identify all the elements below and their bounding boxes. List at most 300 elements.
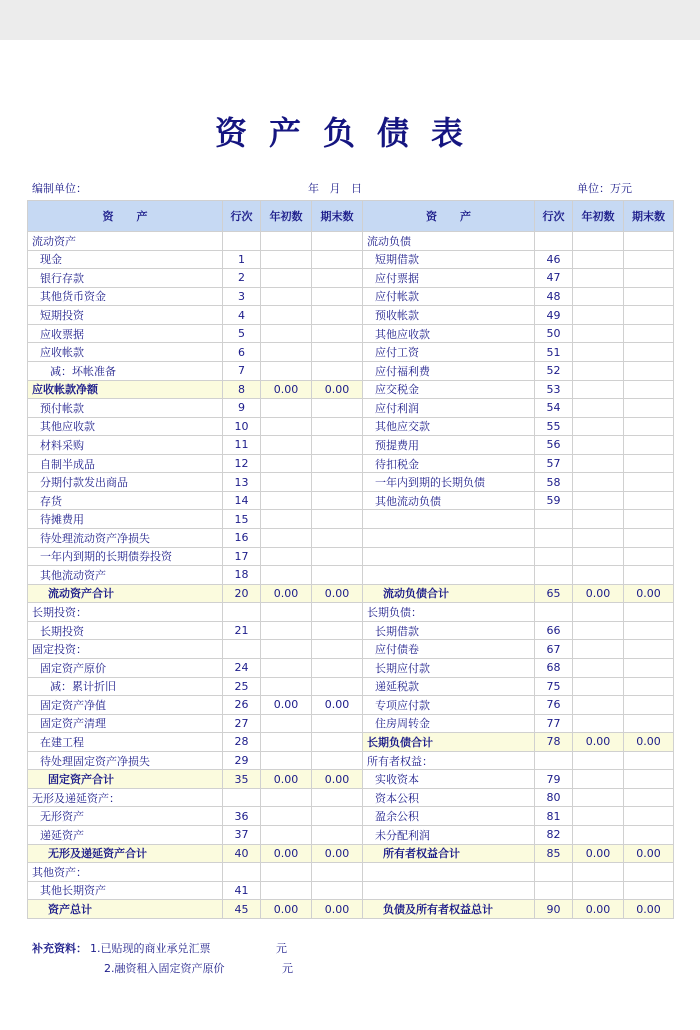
asset-begin-value	[261, 436, 312, 455]
asset-end-value	[312, 733, 363, 752]
table-row	[28, 826, 674, 845]
liability-begin-value	[573, 770, 624, 789]
asset-end-value: 0.00	[312, 844, 363, 863]
header-liabilities: 资 产	[363, 201, 535, 232]
liability-row-no	[535, 566, 573, 585]
header-row-no: 行次	[223, 201, 261, 232]
liability-begin-value	[573, 343, 624, 362]
asset-row-no	[223, 788, 261, 807]
liability-begin-value	[573, 417, 624, 436]
asset-end-value	[312, 547, 363, 566]
liability-begin-value	[573, 491, 624, 510]
liability-name: 长期负债：	[363, 603, 535, 622]
liability-begin-value	[573, 807, 624, 826]
asset-name: 应收帐款净额	[28, 380, 223, 399]
asset-row-no: 2	[223, 269, 261, 288]
liability-name: 其他应交款	[363, 417, 535, 436]
liability-end-value	[624, 696, 674, 715]
asset-begin-value: 0.00	[261, 900, 312, 919]
header-end: 期末数	[624, 201, 674, 232]
asset-name: 分期付款发出商品	[28, 473, 223, 492]
asset-end-value	[312, 306, 363, 325]
table-row	[28, 566, 674, 585]
asset-begin-value: 0.00	[261, 696, 312, 715]
asset-end-value	[312, 566, 363, 585]
table-row	[28, 306, 674, 325]
asset-begin-value	[261, 603, 312, 622]
liability-row-no: 82	[535, 826, 573, 845]
table-row	[28, 863, 674, 882]
asset-name: 待处理流动资产净损失	[28, 529, 223, 548]
liability-end-value	[624, 287, 674, 306]
asset-end-value	[312, 751, 363, 770]
liability-name: 应付票据	[363, 269, 535, 288]
asset-name: 固定资产原价	[28, 658, 223, 677]
liability-name: 未分配利润	[363, 826, 535, 845]
asset-begin-value	[261, 529, 312, 548]
asset-name: 固定资产合计	[28, 770, 223, 789]
header-row-no: 行次	[535, 201, 573, 232]
asset-row-no: 14	[223, 491, 261, 510]
asset-begin-value	[261, 491, 312, 510]
liability-begin-value	[573, 696, 624, 715]
table-row	[28, 250, 674, 269]
asset-end-value	[312, 491, 363, 510]
asset-row-no: 27	[223, 714, 261, 733]
liability-end-value: 0.00	[624, 900, 674, 919]
asset-begin-value	[261, 250, 312, 269]
asset-name: 银行存款	[28, 269, 223, 288]
liability-begin-value: 0.00	[573, 733, 624, 752]
asset-row-no: 21	[223, 621, 261, 640]
liability-row-no: 57	[535, 454, 573, 473]
table-row	[28, 473, 674, 492]
liability-row-no: 47	[535, 269, 573, 288]
supplement-unit-1: 元	[276, 942, 287, 955]
table-row	[28, 529, 674, 548]
table-row	[28, 751, 674, 770]
asset-end-value: 0.00	[312, 900, 363, 919]
header-end: 期末数	[312, 201, 363, 232]
liability-end-value	[624, 454, 674, 473]
liability-begin-value	[573, 269, 624, 288]
asset-begin-value	[261, 454, 312, 473]
liability-name: 长期借款	[363, 621, 535, 640]
asset-name: 长期投资：	[28, 603, 223, 622]
asset-begin-value	[261, 733, 312, 752]
asset-begin-value	[261, 306, 312, 325]
asset-begin-value	[261, 788, 312, 807]
liability-begin-value	[573, 399, 624, 418]
liability-row-no: 56	[535, 436, 573, 455]
asset-name: 应收票据	[28, 324, 223, 343]
asset-end-value	[312, 640, 363, 659]
liability-begin-value	[573, 603, 624, 622]
asset-end-value	[312, 621, 363, 640]
asset-begin-value	[261, 287, 312, 306]
asset-row-no: 11	[223, 436, 261, 455]
table-row	[28, 269, 674, 288]
liability-name: 实收资本	[363, 770, 535, 789]
asset-begin-value	[261, 677, 312, 696]
liability-name: 盈余公积	[363, 807, 535, 826]
liability-row-no: 67	[535, 640, 573, 659]
asset-name: 预付帐款	[28, 399, 223, 418]
asset-row-no: 3	[223, 287, 261, 306]
asset-begin-value	[261, 863, 312, 882]
liability-begin-value	[573, 863, 624, 882]
liability-name: 专项应付款	[363, 696, 535, 715]
liability-row-no: 68	[535, 658, 573, 677]
liability-end-value	[624, 677, 674, 696]
liability-name: 所有者权益合计	[363, 844, 535, 863]
asset-row-no: 7	[223, 361, 261, 380]
liability-row-no: 59	[535, 491, 573, 510]
asset-begin-value: 0.00	[261, 844, 312, 863]
table-row	[28, 324, 674, 343]
liability-row-no: 65	[535, 584, 573, 603]
balance-sheet-table	[27, 200, 674, 919]
asset-end-value: 0.00	[312, 584, 363, 603]
liability-end-value	[624, 399, 674, 418]
liability-begin-value	[573, 788, 624, 807]
asset-end-value	[312, 529, 363, 548]
asset-end-value	[312, 826, 363, 845]
liability-end-value	[624, 232, 674, 251]
liability-begin-value	[573, 658, 624, 677]
liability-name	[363, 547, 535, 566]
liability-row-no	[535, 751, 573, 770]
asset-name: 固定投资：	[28, 640, 223, 659]
liability-name: 预收帐款	[363, 306, 535, 325]
liability-begin-value	[573, 324, 624, 343]
asset-row-no: 10	[223, 417, 261, 436]
asset-begin-value	[261, 881, 312, 900]
asset-end-value	[312, 324, 363, 343]
asset-row-no: 15	[223, 510, 261, 529]
liability-begin-value	[573, 881, 624, 900]
liability-begin-value	[573, 250, 624, 269]
liability-end-value	[624, 250, 674, 269]
table-row	[28, 232, 674, 251]
table-row	[28, 844, 674, 863]
liability-name: 流动负债合计	[363, 584, 535, 603]
asset-end-value: 0.00	[312, 380, 363, 399]
asset-begin-value	[261, 473, 312, 492]
liability-row-no: 77	[535, 714, 573, 733]
asset-name: 其他流动资产	[28, 566, 223, 585]
liability-begin-value	[573, 826, 624, 845]
liability-name: 流动负债	[363, 232, 535, 251]
asset-name: 其他应收款	[28, 417, 223, 436]
asset-name: 在建工程	[28, 733, 223, 752]
liability-begin-value	[573, 287, 624, 306]
supplement-unit-2: 元	[282, 962, 293, 975]
liability-name: 预提费用	[363, 436, 535, 455]
liability-name: 其他流动负债	[363, 491, 535, 510]
asset-name: 减：坏帐准备	[28, 361, 223, 380]
liability-row-no	[535, 547, 573, 566]
table-row	[28, 807, 674, 826]
asset-row-no: 8	[223, 380, 261, 399]
asset-name: 固定资产清理	[28, 714, 223, 733]
asset-row-no: 17	[223, 547, 261, 566]
asset-begin-value	[261, 547, 312, 566]
asset-begin-value	[261, 621, 312, 640]
asset-begin-value	[261, 324, 312, 343]
liability-row-no: 80	[535, 788, 573, 807]
liability-end-value	[624, 603, 674, 622]
liability-end-value	[624, 417, 674, 436]
asset-row-no: 29	[223, 751, 261, 770]
supplement-line-1: 1.已贴现的商业承兑汇票	[90, 942, 211, 955]
asset-end-value	[312, 399, 363, 418]
liability-end-value	[624, 566, 674, 585]
table-row	[28, 491, 674, 510]
supplement-line-2: 2.融资租入固定资产原价	[104, 962, 225, 975]
asset-end-value: 0.00	[312, 696, 363, 715]
asset-name: 流动资产合计	[28, 584, 223, 603]
compiling-unit-label: 编制单位：	[32, 182, 87, 195]
liability-row-no: 48	[535, 287, 573, 306]
liability-end-value: 0.00	[624, 733, 674, 752]
asset-name: 一年内到期的长期债券投资	[28, 547, 223, 566]
liability-row-no: 46	[535, 250, 573, 269]
liability-name	[363, 566, 535, 585]
table-row	[28, 881, 674, 900]
asset-begin-value	[261, 232, 312, 251]
asset-name: 现金	[28, 250, 223, 269]
header-begin: 年初数	[573, 201, 624, 232]
liability-row-no: 51	[535, 343, 573, 362]
liability-end-value	[624, 473, 674, 492]
asset-row-no: 1	[223, 250, 261, 269]
asset-row-no	[223, 603, 261, 622]
table-row	[28, 510, 674, 529]
liability-end-value	[624, 881, 674, 900]
page-title: 资产负债表	[214, 114, 485, 152]
asset-name: 长期投资	[28, 621, 223, 640]
liability-row-no	[535, 232, 573, 251]
liability-begin-value	[573, 714, 624, 733]
asset-row-no: 28	[223, 733, 261, 752]
table-row	[28, 436, 674, 455]
liability-end-value	[624, 343, 674, 362]
liability-name: 资本公积	[363, 788, 535, 807]
liability-row-no: 49	[535, 306, 573, 325]
asset-row-no: 20	[223, 584, 261, 603]
liability-row-no: 58	[535, 473, 573, 492]
asset-end-value	[312, 436, 363, 455]
liability-begin-value	[573, 473, 624, 492]
liability-begin-value	[573, 621, 624, 640]
asset-row-no: 5	[223, 324, 261, 343]
liability-name: 短期借款	[363, 250, 535, 269]
asset-begin-value	[261, 269, 312, 288]
liability-row-no	[535, 863, 573, 882]
liability-end-value: 0.00	[624, 584, 674, 603]
liability-end-value	[624, 658, 674, 677]
asset-name: 其他货币资金	[28, 287, 223, 306]
liability-name: 应付工资	[363, 343, 535, 362]
asset-end-value	[312, 658, 363, 677]
asset-row-no: 35	[223, 770, 261, 789]
asset-row-no: 37	[223, 826, 261, 845]
asset-row-no: 40	[223, 844, 261, 863]
asset-end-value	[312, 807, 363, 826]
asset-name: 流动资产	[28, 232, 223, 251]
liability-begin-value	[573, 751, 624, 770]
liability-begin-value: 0.00	[573, 900, 624, 919]
asset-name: 其他资产：	[28, 863, 223, 882]
currency-unit-label: 单位：万元	[577, 182, 632, 195]
asset-begin-value	[261, 751, 312, 770]
asset-begin-value	[261, 566, 312, 585]
asset-begin-value	[261, 807, 312, 826]
liability-row-no	[535, 603, 573, 622]
table-row	[28, 287, 674, 306]
asset-end-value	[312, 287, 363, 306]
asset-begin-value: 0.00	[261, 770, 312, 789]
asset-name: 无形资产	[28, 807, 223, 826]
liability-name	[363, 881, 535, 900]
liability-begin-value	[573, 436, 624, 455]
asset-end-value	[312, 473, 363, 492]
liability-name: 长期负债合计	[363, 733, 535, 752]
liability-begin-value: 0.00	[573, 584, 624, 603]
asset-name: 减：累计折旧	[28, 677, 223, 696]
liability-end-value	[624, 621, 674, 640]
asset-end-value	[312, 863, 363, 882]
asset-row-no: 41	[223, 881, 261, 900]
liability-row-no: 66	[535, 621, 573, 640]
liability-row-no	[535, 529, 573, 548]
table-row	[28, 770, 674, 789]
liability-name: 应付债卷	[363, 640, 535, 659]
asset-name: 材料采购	[28, 436, 223, 455]
liability-name: 长期应付款	[363, 658, 535, 677]
asset-end-value	[312, 343, 363, 362]
liability-end-value	[624, 547, 674, 566]
table-row	[28, 603, 674, 622]
liability-name: 待扣税金	[363, 454, 535, 473]
liability-row-no: 85	[535, 844, 573, 863]
header-begin: 年初数	[261, 201, 312, 232]
liability-begin-value	[573, 677, 624, 696]
liability-row-no: 90	[535, 900, 573, 919]
liability-end-value	[624, 826, 674, 845]
liability-end-value	[624, 269, 674, 288]
asset-begin-value: 0.00	[261, 584, 312, 603]
table-row	[28, 547, 674, 566]
liability-end-value	[624, 788, 674, 807]
table-row	[28, 788, 674, 807]
asset-name: 固定资产净值	[28, 696, 223, 715]
liability-name: 其他应收款	[363, 324, 535, 343]
asset-name: 应收帐款	[28, 343, 223, 362]
liability-end-value	[624, 510, 674, 529]
asset-end-value	[312, 250, 363, 269]
liability-name	[363, 510, 535, 529]
liability-end-value	[624, 770, 674, 789]
liability-row-no	[535, 881, 573, 900]
liability-end-value	[624, 324, 674, 343]
liability-end-value	[624, 640, 674, 659]
liability-row-no: 55	[535, 417, 573, 436]
liability-end-value	[624, 306, 674, 325]
asset-name: 无形及递延资产合计	[28, 844, 223, 863]
liability-begin-value	[573, 529, 624, 548]
liability-name	[363, 529, 535, 548]
liability-name	[363, 863, 535, 882]
liability-begin-value	[573, 547, 624, 566]
asset-row-no: 13	[223, 473, 261, 492]
asset-name: 待摊费用	[28, 510, 223, 529]
asset-begin-value	[261, 361, 312, 380]
liability-name: 所有者权益：	[363, 751, 535, 770]
header-row	[28, 201, 674, 232]
table-row	[28, 584, 674, 603]
asset-end-value	[312, 269, 363, 288]
asset-begin-value	[261, 714, 312, 733]
asset-row-no: 9	[223, 399, 261, 418]
liability-row-no: 52	[535, 361, 573, 380]
liability-end-value	[624, 361, 674, 380]
liability-begin-value	[573, 510, 624, 529]
liability-row-no: 79	[535, 770, 573, 789]
liability-row-no: 78	[535, 733, 573, 752]
asset-row-no: 25	[223, 677, 261, 696]
top-band	[0, 0, 700, 40]
liability-begin-value: 0.00	[573, 844, 624, 863]
asset-row-no: 16	[223, 529, 261, 548]
liability-begin-value	[573, 640, 624, 659]
asset-row-no: 18	[223, 566, 261, 585]
asset-end-value	[312, 677, 363, 696]
asset-begin-value	[261, 658, 312, 677]
asset-end-value	[312, 881, 363, 900]
asset-end-value	[312, 603, 363, 622]
liability-begin-value	[573, 232, 624, 251]
liability-name: 一年内到期的长期负债	[363, 473, 535, 492]
asset-end-value	[312, 714, 363, 733]
liability-name: 住房周转金	[363, 714, 535, 733]
asset-begin-value	[261, 826, 312, 845]
header-assets: 资 产	[28, 201, 223, 232]
asset-end-value	[312, 232, 363, 251]
asset-row-no: 24	[223, 658, 261, 677]
liability-row-no: 54	[535, 399, 573, 418]
asset-end-value	[312, 417, 363, 436]
liability-name: 应付利润	[363, 399, 535, 418]
liability-end-value	[624, 436, 674, 455]
asset-row-no	[223, 863, 261, 882]
table-row	[28, 677, 674, 696]
liability-name: 应付福利费	[363, 361, 535, 380]
liability-row-no: 53	[535, 380, 573, 399]
asset-name: 递延资产	[28, 826, 223, 845]
asset-begin-value	[261, 343, 312, 362]
asset-begin-value	[261, 510, 312, 529]
liability-name: 应交税金	[363, 380, 535, 399]
asset-end-value	[312, 361, 363, 380]
table-row	[28, 399, 674, 418]
liability-begin-value	[573, 361, 624, 380]
liability-row-no: 76	[535, 696, 573, 715]
asset-name: 资产总计	[28, 900, 223, 919]
table-row	[28, 417, 674, 436]
liability-name: 递延税款	[363, 677, 535, 696]
